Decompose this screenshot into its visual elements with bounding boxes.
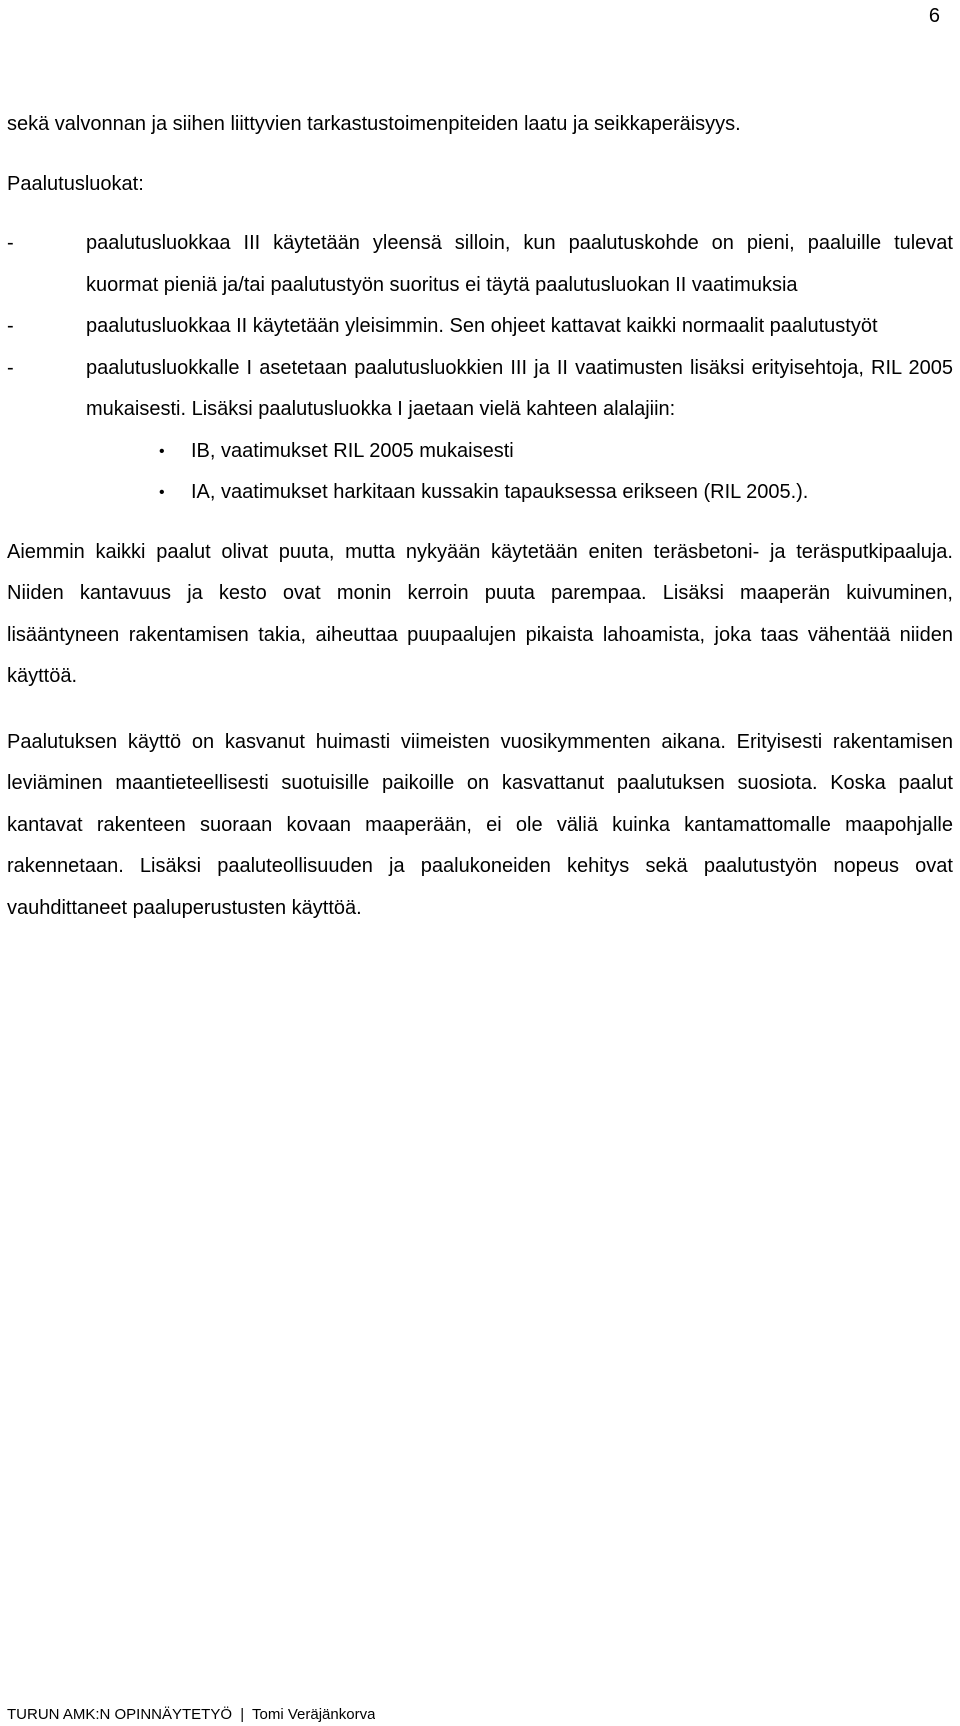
dash-marker: - — [7, 315, 14, 337]
sub-list-item — [7, 472, 953, 514]
subclass-list — [7, 431, 953, 514]
footer-separator: | — [240, 1706, 245, 1723]
footer-author: Tomi Veräjänkorva — [252, 1706, 376, 1723]
body-paragraph: Aiemmin kaikki paalut olivat puuta, mutta nykyään käytetään eniten teräsbetoni- ja teräsputkipaaluja. Niiden kantavuus ja kesto ovat monin kerroin puuta parempaa. Lisäksi maaperän kuivuminen, lisääntyneen rakentamisen takia, aiheuttaa puupaalujen pikaista lahoamista, joka taas vähentää niiden käyttöä. — [7, 540, 953, 687]
sub-list-item-text: IA, vaatimukset harkitaan kussakin tapauksessa erikseen (RIL 2005.). — [191, 481, 809, 503]
list-item — [7, 223, 953, 306]
document-body — [7, 104, 953, 929]
list-item-text: paalutusluokkaa II käytetään yleisimmin. Sen ohjeet kattavat kaikki normaalit paalutustyöt — [86, 315, 878, 337]
page-footer — [7, 1706, 375, 1726]
intro-paragraph: sekä valvonnan ja siihen liittyvien tarkastustoimenpiteiden laatu ja seikkaperäisyys. — [7, 113, 741, 135]
list-item-text: paalutusluokkalle I asetetaan paalutusluokkien III ja II vaatimusten lisäksi erityisehtoja, RIL 2005 mukaisesti. Lisäksi paalutusluokka I jaetaan vielä kahteen alalajiin: — [86, 356, 953, 420]
classes-heading: Paalutusluokat: — [7, 172, 144, 195]
dash-marker: - — [7, 356, 14, 379]
bullet-icon: • — [159, 484, 165, 501]
sub-list-item-text: IB, vaatimukset RIL 2005 mukaisesti — [191, 439, 514, 462]
sub-list-item — [7, 431, 953, 473]
list-item — [7, 348, 953, 431]
list-item — [7, 306, 953, 348]
pile-class-list — [7, 223, 953, 514]
body-paragraph: Paalutuksen käyttö on kasvanut huimasti viimeisten vuosikymmenten aikana. Erityisesti rakentamisen leviäminen maantieteellisesti suotuisille paikoille on kasvattanut paalutuksen suosiota. Koska paalut kantavat rakenteen suoraan kovaan maaperään, ei ole väliä kuinka kantamattomalle maapohjalle rakennetaan. Lisäksi paaluteollisuuden ja paalukoneiden kehitys sekä paalutustyön nopeus ovat vauhdittaneet paaluperustusten käyttöä. — [7, 730, 953, 919]
list-item-text: paalutusluokkaa III käytetään yleensä silloin, kun paalutuskohde on pieni, paaluille tulevat kuormat pieniä ja/tai paalutustyön suoritus ei täytä paalutusluokan II vaatimuksia — [86, 232, 953, 296]
page-number: 6 — [928, 5, 940, 27]
bullet-icon: • — [159, 442, 165, 460]
footer-institution: TURUN AMK:N OPINNÄYTETYÖ — [7, 1706, 233, 1723]
dash-marker: - — [7, 232, 14, 254]
